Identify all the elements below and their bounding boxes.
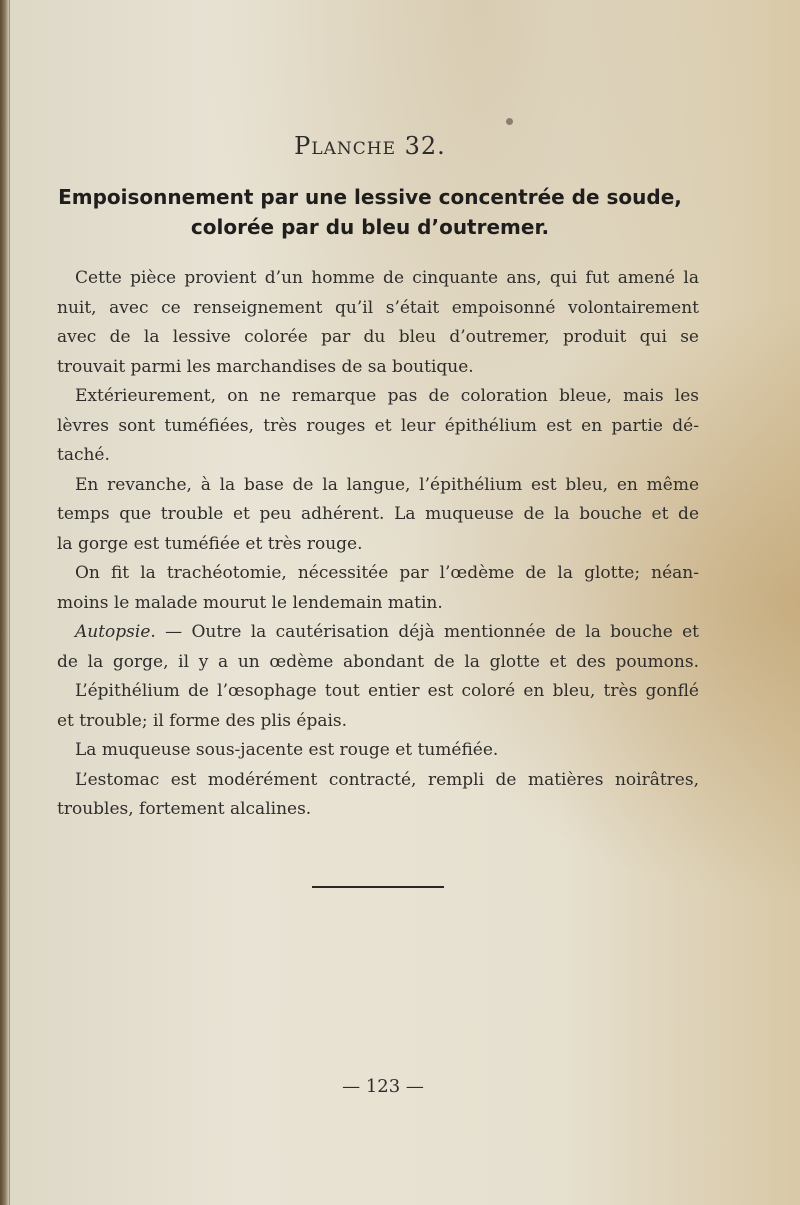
text-line: moins le malade mourut le lendemain matin.: [57, 592, 443, 613]
chapter-title: [0, 182, 740, 242]
text-line: nuit, avec ce renseignement qu’il s’était empoisonné volontairement: [57, 297, 699, 318]
ink-spot: [506, 118, 513, 125]
text-line: temps que trouble et peu adhérent. La muqueuse de la bouche et de: [57, 504, 699, 524]
text-line: taché.: [57, 445, 110, 465]
text-line: et trouble; il forme des plis épais.: [57, 710, 348, 731]
title-line: Empoisonnement par une lessive concentrée de soude,: [58, 185, 682, 209]
text-line: L’estomac est modérément contracté, rempli de matières noirâtres,: [75, 769, 699, 790]
section-rule: [312, 886, 444, 888]
text-line-rest: — Outre la cautérisation déjà mentionnée de la bouche et: [165, 622, 699, 642]
text-line: Extérieurement, on ne remarque pas de coloration bleue, mais les: [75, 386, 699, 406]
text-line: trouvait parmi les marchandises de sa boutique.: [57, 356, 474, 377]
text-line: avec de la lessive colorée par du bleu d’outremer, produit qui se: [57, 327, 699, 347]
text-line: Cette pièce provient d’un homme de cinquante ans, qui fut amené la: [75, 268, 699, 288]
text-line: L’épithélium de l’œsophage tout entier est coloré en bleu, très gonflé: [75, 681, 699, 701]
text-line: lèvres sont tuméfiées, très rouges et leur épithélium est en partie dé-: [57, 415, 699, 436]
text-line: troubles, fortement alcalines.: [57, 799, 312, 819]
page-number: — 123 —: [342, 1076, 424, 1097]
body-text: [57, 264, 699, 825]
text-line: On fit la trachéotomie, nécessitée par l’œdème de la glotte; néan-: [75, 563, 699, 583]
text-line: de la gorge, il y a un œdème abondant de la glotte et des poumons.: [57, 651, 699, 672]
text-line: la gorge est tuméfiée et très rouge.: [57, 533, 363, 554]
text-line: La muqueuse sous-jacente est rouge et tuméfiée.: [75, 740, 499, 760]
autopsy-label: Autopsie.: [75, 622, 156, 642]
text-line: [57, 618, 699, 648]
title-line: colorée par du bleu d’outremer.: [190, 215, 550, 239]
text-line: En revanche, à la base de la langue, l’épithélium est bleu, en même: [75, 474, 699, 495]
plate-heading: Planche 32.: [294, 132, 446, 160]
